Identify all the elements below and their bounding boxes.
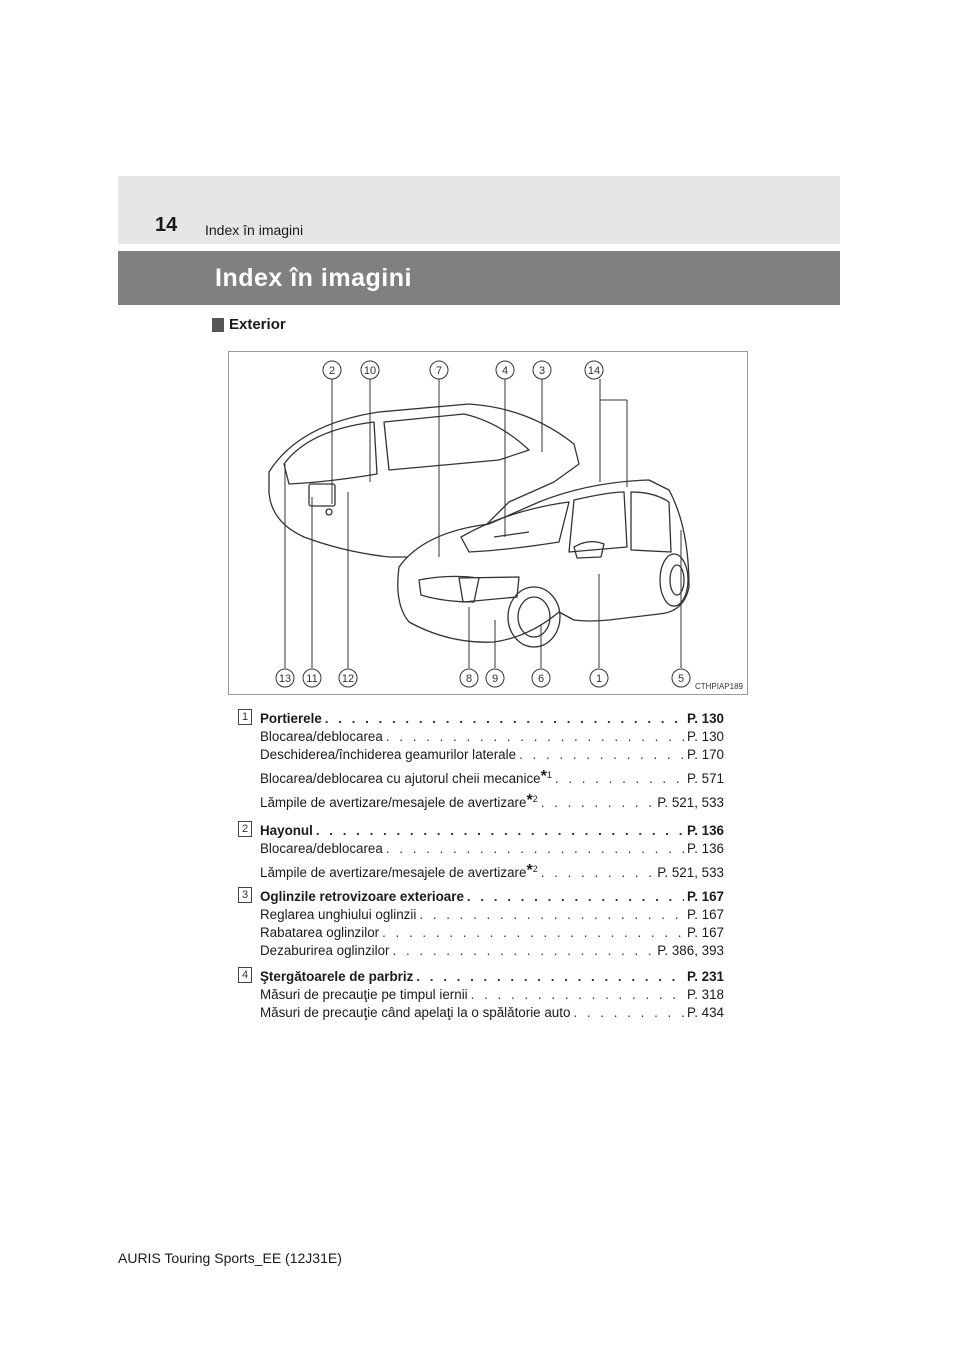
page-number: 14: [155, 214, 178, 236]
exterior-figure: [228, 351, 748, 695]
callout-label: 12: [341, 673, 355, 685]
entry-subitem[interactable]: Măsuri de precauţie pe timpul iernii . . . P. 318: [260, 984, 724, 1002]
entry-number: 4: [238, 967, 252, 983]
callout-label: 10: [363, 365, 377, 377]
entry-title[interactable]: Portierele . . . P. 130: [260, 708, 724, 726]
car-illustration: [229, 352, 747, 694]
callout-label: 9: [491, 673, 499, 685]
entry-subitem[interactable]: Deschiderea/închiderea geamurilor laterale . . . P. 170: [260, 744, 724, 762]
entry-subitem[interactable]: Dezaburirea oglinzilor . . . P. 386, 393: [260, 940, 724, 958]
callout-label: 5: [677, 673, 685, 685]
index-entry: [238, 886, 724, 958]
subsection-heading: [212, 316, 286, 333]
entry-subitem[interactable]: Lămpile de avertizare/mesajele de avertizare*$^2$ . . . P. 521, 533: [260, 786, 724, 810]
entry-title[interactable]: Hayonul . . . P. 136: [260, 820, 724, 838]
entry-number: 1: [238, 709, 252, 725]
entry-title[interactable]: Ştergătoarele de parbriz . . . P. 231: [260, 966, 724, 984]
callout-label: 3: [538, 365, 546, 377]
entry-subitem[interactable]: Reglarea unghiului oglinzii . . . P. 167: [260, 904, 724, 922]
callout-label: 4: [501, 365, 509, 377]
entry-subitem[interactable]: Măsuri de precauţie când apelaţi la o spălătorie auto . . . P. 434: [260, 1002, 724, 1020]
index-entry: [238, 966, 724, 1020]
callout-label: 14: [587, 365, 601, 377]
figure-code: CTHPIAP189: [694, 682, 743, 691]
entry-subitem[interactable]: Blocarea/deblocarea cu ajutorul cheii mecanice*$^1$ . . . P. 571: [260, 762, 724, 786]
entry-subitem[interactable]: Blocarea/deblocarea . . . P. 130: [260, 726, 724, 744]
entry-subitem[interactable]: Blocarea/deblocarea . . . P. 136: [260, 838, 724, 856]
running-title: Index în imagini: [205, 222, 304, 238]
callout-label: 2: [328, 365, 336, 377]
callout-label: 1: [595, 673, 603, 685]
index-entry: [238, 708, 724, 810]
subsection-label: Exterior: [229, 316, 286, 333]
entry-number: 3: [238, 887, 252, 903]
entry-subitem[interactable]: Lămpile de avertizare/mesajele de avertizare*$^2$ . . . P. 521, 533: [260, 856, 724, 880]
callout-label: 7: [435, 365, 443, 377]
callout-label: 13: [278, 673, 292, 685]
entry-subitem[interactable]: Rabatarea oglinzilor . . . P. 167: [260, 922, 724, 940]
callout-label: 11: [306, 673, 318, 685]
callout-label: 8: [465, 673, 473, 685]
section-title: Index în imagini: [215, 264, 412, 292]
entry-number: 2: [238, 821, 252, 837]
entry-title[interactable]: Oglinzile retrovizoare exterioare . . . P. 167: [260, 886, 724, 904]
index-entry: [238, 820, 724, 880]
square-bullet-icon: [212, 318, 224, 332]
footer-model-code: AURIS Touring Sports_EE (12J31E): [118, 1250, 342, 1266]
callout-label: 6: [537, 673, 545, 685]
